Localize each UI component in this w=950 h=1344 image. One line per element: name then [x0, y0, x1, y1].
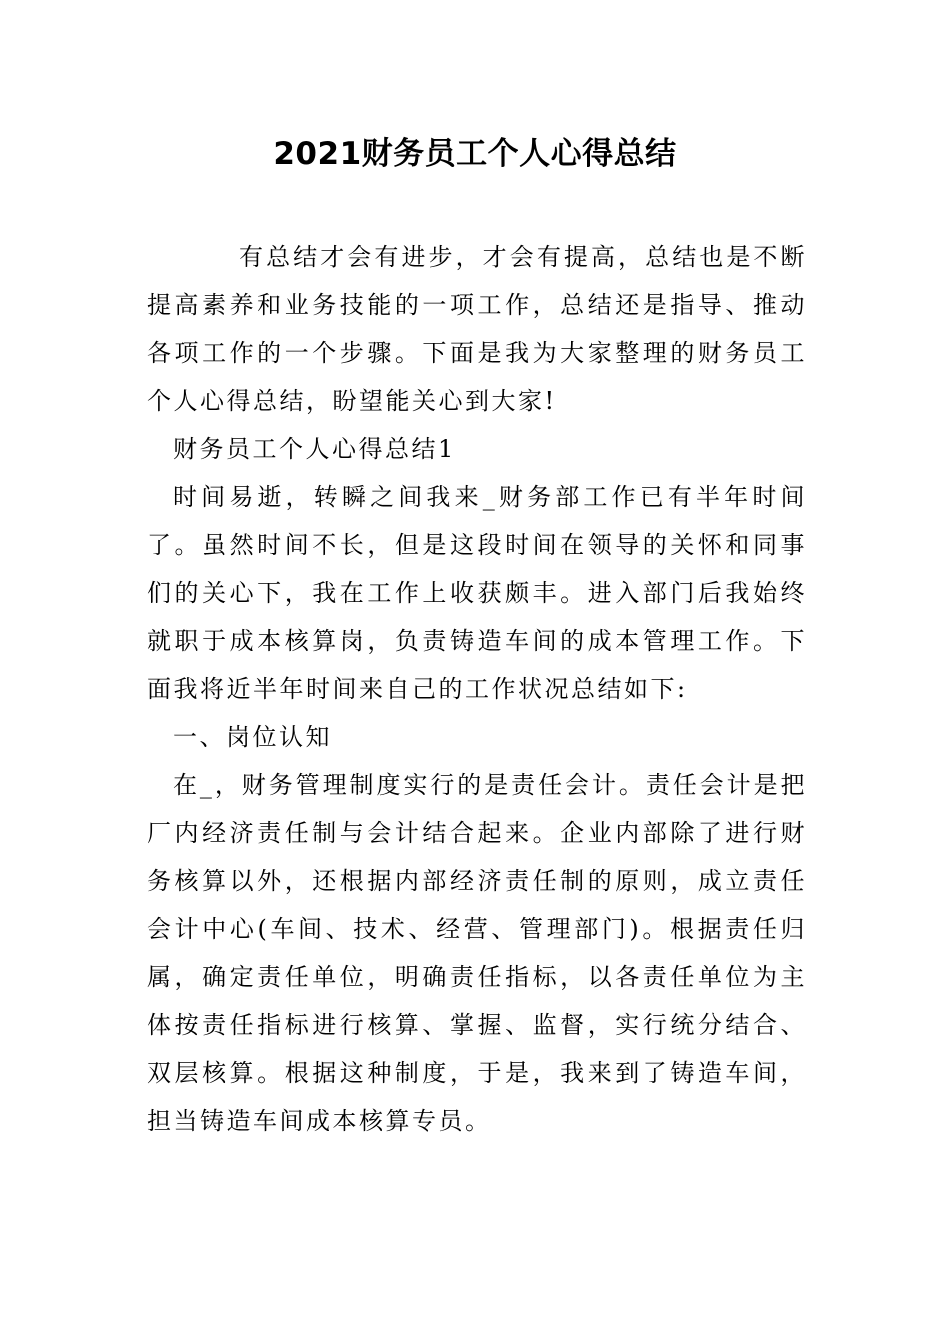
document-body — [147, 233, 807, 1145]
body-paragraph: 时间易逝，转瞬之间我来_财务部工作已有半年时间了。虽然时间不长，但是这段时间在领导的关怀和同事们的关心下，我在工作上收获颇丰。进入部门后我始终就职于成本核算岗，负责铸造车间的成本管理工作。下面我将近半年时间来自己的工作状况总结如下: — [147, 483, 807, 703]
intro-paragraph: 有总结才会有进步，才会有提高，总结也是不断提高素养和业务技能的一项工作，总结还是指导、推动各项工作的一个步骤。下面是我为大家整理的财务员工个人心得总结，盼望能关心到大家! — [147, 243, 807, 415]
section-heading: 财务员工个人心得总结1 — [173, 435, 456, 463]
subsection-heading: 一、岗位认知 — [173, 723, 332, 751]
document-title: 2021财务员工个人心得总结 — [273, 136, 677, 172]
body-paragraph: 在_，财务管理制度实行的是责任会计。责任会计是把厂内经济责任制与会计结合起来。企业内部除了进行财务核算以外，还根据内部经济责任制的原则，成立责任会计中心(车间、技术、经营、管理部门)。根据责任归属，确定责任单位，明确责任指标，以各责任单位为主体按责任指标进行核算、掌握、监督，实行统分结合、双层核算。根据这种制度，于是，我来到了铸造车间，担当铸造车间成本核算专员。 — [147, 771, 807, 1135]
